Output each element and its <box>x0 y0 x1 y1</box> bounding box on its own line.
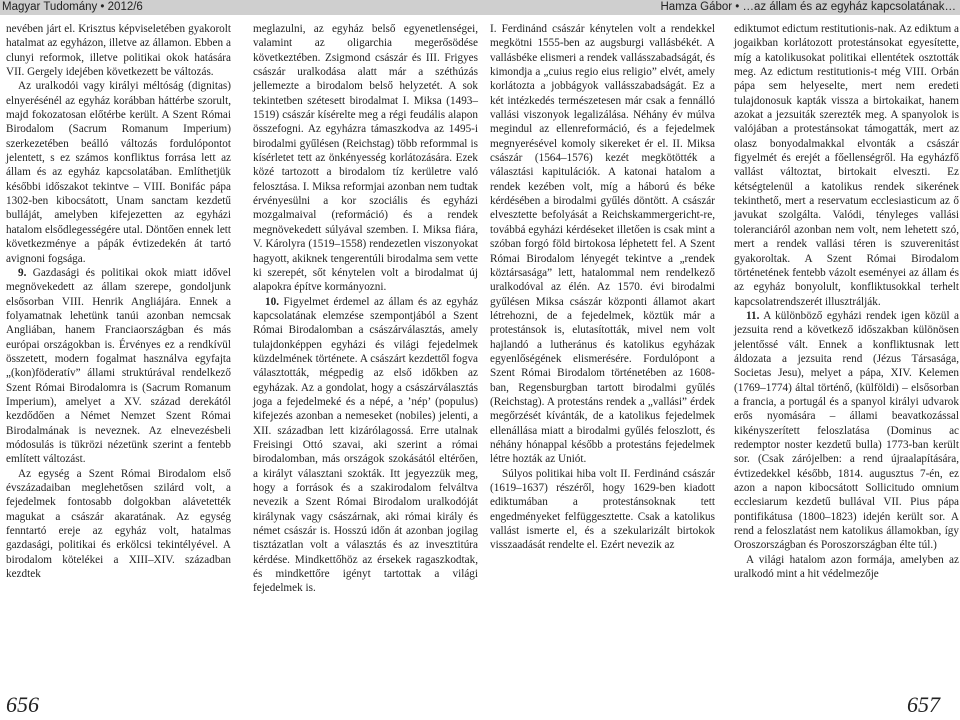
running-header <box>0 0 960 15</box>
paragraph-text: Súlyos politikai hiba volt II. Ferdinánd császár (1619–1637) részéről, hogy 1629-ben kiadott ediktumában a protestánsoknak tett engedményeket felfüggesztette. Csak a katolikus vallást ismerte el, és a szekularizált birtokok visszaadását rendelte el. Ezért nevezik az <box>490 467 715 552</box>
paragraph <box>253 295 478 596</box>
paragraph <box>734 553 959 582</box>
paragraph-text: meglazulni, az egyház belső egyenetlenségei, valamint az oligarchia megerősödése következtében. Zsigmond császár és III. Frigyes császár uralkodása alatt már a széthúzás jellemezte a birodalom belső helyzetét. A sok tekintetben szétesett birodalmat I. Miksa (1493–1519) császár kísérelte meg a régi feudális alapon összefogni. Az egyházra támaszkodva az 1495-i birodalmi gyűlésen (Reichstag) több reformmal is kísérletet tett az önkényesség korlátozására. Ezek közé tartozott a birodalom tíz kerületre való felosztása. I. Miksa reformjai azonban nem tudtak érvényesülni a kor szociális és egyházi mozgalmaival (reformáció) és a rendek megnövekedett súlyával szemben. I. Miksa fiára, V. Károlyra (1519–1558) rendezetlen viszonyokat hagyott, akiknek tengerentúli birodalma sem vette ki szerepét, sőt kénytelen volt a birodalmat új alapokra építve kormányozni. <box>253 23 478 294</box>
page-number-right: 657 <box>907 692 940 717</box>
paragraph <box>734 22 959 309</box>
paragraph-text: I. Ferdinánd császár kénytelen volt a rendekkel megkötni 1555-ben az augsburgi vallásbékét. A vallásbéke elismeri a rendek vallásszabadságát, és kimondja a „cuius regio eius religio” elvét, amely korlátozta a jobbágyok vallásszabadságát. Ez a két intézkedés természetesen már csak a fennálló vallási viszonyok legalizálása. Néhány év múlva megindul az ellenreformáció, és a fejedelmek megnyerésével komoly sikereket ér el. II. Miksa császár (1564–1576) kezét megkötötték a választási kapitulációk. A katonai hatalom a rendek kezében volt, míg a háború és béke kérdésében a birodalmi gyűlés döntött. A császár elvesztette befolyását a Reichskammergericht-re, továbbá egyházi kérdéseket illetően is csak mint a szóban forgó föld birtokosa léphetett fel. A Szent Római Birodalom lényegét tekintve a „rendek köztársasága” lett, hatalommal nem rendelkező uralkodóval az élén. Az 1570. évi birodalmi gyűlésen Miksa császár központi államot akart létrehozni, de a fejedelmek, köztük már a protestánsok is, elutasították, mivel nem volt hajlandó a lutheránus és katolikus egyházak egyenlőségének elismerésére. Fordulópont a Szent Római Birodalom történetében az 1608-ban, Regensburgban tartott birodalmi gyűlés (Reichstag). A protestáns rendek a „vallási” érdek megőrzését kívánták, de a katolikus fejedelmek ellenállása miatt a birodalmi gyűlés feloszlott, és néhány hónappal később a protestáns fejedelmek létre hozták az Uniót. <box>490 23 715 466</box>
paragraph <box>6 22 231 79</box>
paragraph-text: Figyelmet érdemel az állam és az egyház kapcsolatának elemzése szempontjából a Szent Római Birodalomban a császárválasztás, amely tulajdonképpen egyházi és világi fejedelmek küzdelmének története. A császárt kezdettől fogva választották, mégpedig az első időkben az egyházak. Az a gondolat, hogy a császárválasztás joga a fejedelmeké és a népé, a ’nép’ (populus) kifejezés azonban a nemeseket (nobiles) jelenti, a XII. században lett kizárólagossá. Erre utalnak Freisingi Ottó szavai, aki szerint a római birodalomban, más országok szokásától eltérően, a királyt választani szokták. Itt jegyezzük meg, hogy a források és a szakirodalom felváltva nevezik a Szent Római Birodalom uralkodóját királynak vagy császárnak, aki római király és német császár is. Hosszú időn át azonban jogilag tisztázatlan volt a választás és az invesztitúra kérdése. Mindkettőhöz az érsekek ragaszkodtak, és mindkettőre igényt tartottak a világi fejedelmek is. <box>253 295 478 595</box>
paragraph <box>490 467 715 553</box>
paragraph <box>6 266 231 467</box>
paragraph-text: ediktumot edictum restitutionis-nak. Az ediktum a jogaikban korlátozott protestánsokat egyesítette, míg a katolikusokat politikai ellentétek osztották meg. Az edictum restitutionis-t még VIII. Orbán pápa sem helyeselte, mert nem eredeti tulajdonosuk kapták vissza a birtokaikat, hanem azokat a jezsuiták szerezték meg. A spanyolok is valójában a protestánsokat támogatták, mert az olasz bonyodalmakkal elvonták a császár figyelmét és erejét a főellenségről. Ha egyházfő vallást változtat, birtokait elveszti. Ez kétségtelenül a katolikus rendek sikerének tekinthető, mert a reservatum ecclesiasticum az ő javukat szolgálta. Valódi, tényleges vallási toleranciáról azonban nem volt, nem lehetett szó, mert a rendek vallási téren is szuverenitást gyakoroltak. A Szent Római Birodalom történetének fentebb vázolt eseményei az állam és az egyház bonyolult, konfliktusokkal terhelt kapcsolatrendszerét illusztrálják. <box>734 23 959 308</box>
text-column-1 <box>6 22 231 581</box>
paragraph-text: Az uralkodói vagy királyi méltóság (dignitas) elnyerésénél az egyház korábban háttérbe szorult, majd fokozatosan előtérbe került. A Szent Római Birodalom (Sacrum Romanum Imperium) szerkezetében beálló változás fordulópontot jelentett, s ez számos konfliktus forrása lett az állam és az egyház kapcsolatában. Említhetjük későbbi időszakot tekintve – VIII. Bonifác pápa 1302-ben kibocsátott, Unam sanctam kezdetű bulláját, amelyben kifejezetten az egyházi hatalom elsődlegességére utal. Döntően ennek lett következménye a pápák évtizedekén át tartó avignoni fogsága. <box>6 80 231 265</box>
paragraph <box>253 22 478 295</box>
paragraph-text: nevében járt el. Krisztus képviseletében gyakorolt hatalmat az egyházon, illetve az államon. Ebben a clunyi reformok, illetve politikai okok hatására VII. Gergely idejében következett be változás. <box>6 23 231 79</box>
paragraph-text: Az egység a Szent Római Birodalom első évszázadaiban meglehetősen szilárd volt, a fejedelmek fontosabb dolgokban alávetették magukat a császár akaratának. Az egység fenntartó ereje az egyház volt, hatalmas gazdasági, politikai és erkölcsi tekintélyével. A birodalom kötelékei a XIII–XIV. században kezdtek <box>6 467 231 581</box>
text-column-4 <box>734 22 959 581</box>
section-number: 11. <box>746 309 760 322</box>
paragraph-text: A világi hatalom azon formája, amelyben az uralkodó mint a hit védelmezője <box>734 553 959 581</box>
paragraph <box>6 467 231 582</box>
section-number: 9. <box>18 266 27 279</box>
page-number-left: 656 <box>6 692 39 717</box>
paragraph <box>734 309 959 553</box>
header-left: Magyar Tudomány • 2012/6 <box>2 1 143 13</box>
paragraph <box>6 79 231 265</box>
text-column-3 <box>490 22 715 553</box>
section-number: 10. <box>265 295 279 308</box>
header-right: Hamza Gábor • …az állam és az egyház kapcsolatának… <box>660 1 956 13</box>
text-column-2 <box>253 22 478 596</box>
paragraph <box>490 22 715 467</box>
paragraph-text: Gazdasági és politikai okok miatt idővel megnövekedett az állam szerepe, gondoljunk elsősorban VIII. Henrik Angliájára. Ennek a folyamatnak lehetünk tanúi azonban nemcsak Angliában, hanem Franciaországban és más európai országokban is. Érvényes ez a rendkívül összetett, modern fogalmat használva egyfajta „(kon)föderatív” állami struktúrával rendelkező Szent Római Birodalomra is (Sacrum Romanum Imperium), amelyet a XV. század derekától kezdődően a Német Nemzet Szent Római Birodalmának is neveznek. Az elnevezésbeli módosulás is tükrözi nézetünk szerint a fentebb említett változást. <box>6 266 232 466</box>
paragraph-text: A különböző egyházi rendek igen közül a jezsuita rend a következő időszakban különösen jelentőssé vált. Ennek a konfliktusnak lett áldozata a jezsuita rend (Jézus Társasága, Societas Jesu), melyet a pápa, XIV. Kelemen (1769–1774) által történő, (külföldi) – elsősorban a francia, a portugál és a spanyol királyi udvarok erős nyomására – állami beavatkozással kikényszerített feloszlatása (Dominus ac redemptor noster kezdetű bulla) 1773-ban került sor. (Csak zárójelben: a rend újraalapítására, évtizedekkel később, 1814. augusztus 7-én, ez azon a napon kibocsátott Sollicitudo omnium ecclesiarum kezdetű bullával VII. Pius pápa pontifikátusa (1800–1823) idején került sor. A rend a feloszlatást nem katolikus államokban, így Oroszországban és Poroszországban élte túl.) <box>734 309 960 552</box>
